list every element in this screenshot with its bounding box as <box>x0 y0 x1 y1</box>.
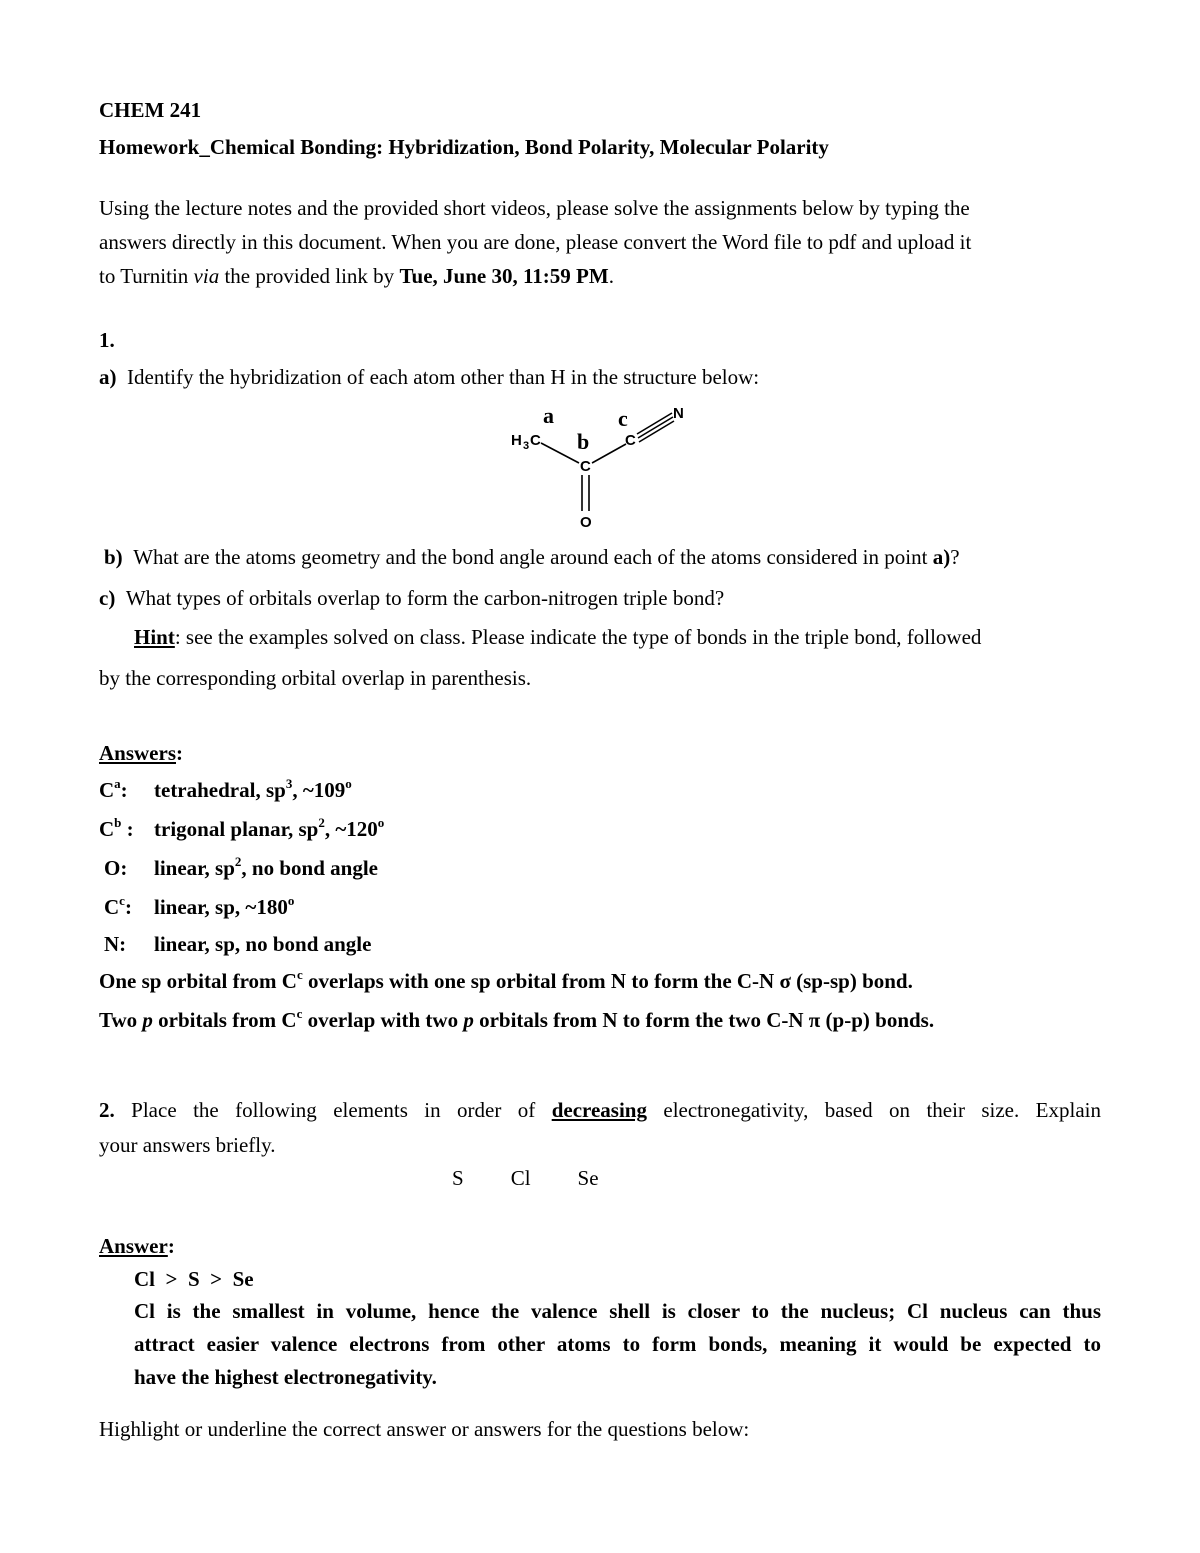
q2-number: 2. <box>99 1098 115 1122</box>
answer2-line-2: attract easier valence electrons from other atoms to form bonds, meaning it would be expected to <box>134 1332 1101 1356</box>
triple-bond-3 <box>639 421 674 442</box>
answers-heading-colon: : <box>176 741 183 765</box>
nitrile-carbon: C <box>625 432 636 449</box>
h3c-c: C <box>530 432 541 449</box>
atom-cell <box>99 817 154 842</box>
pi-sup: c <box>296 1006 303 1021</box>
pi-p-1: p <box>142 1008 153 1032</box>
hint <box>134 625 981 650</box>
atom-sep: : <box>120 778 128 802</box>
pi-text-4: orbitals from N to form the two C-N π (p-p) bonds. <box>473 1008 935 1032</box>
degree-sup: o <box>377 815 385 830</box>
atom-sep: : <box>119 932 127 956</box>
q1b-label: b) <box>104 545 123 569</box>
answer-sup: 2 <box>318 815 325 830</box>
label-c: c <box>618 406 628 431</box>
hint-label: Hint <box>134 625 175 649</box>
answer-row-cc <box>104 895 294 920</box>
answer-text: tetrahedral, sp <box>154 778 286 802</box>
instruction: Highlight or underline the correct answer or answers for the questions below: <box>99 1417 750 1441</box>
nitrogen-atom: N <box>673 405 684 422</box>
hint-text: : see the examples solved on class. Please indicate the type of bonds in the triple bond, followed <box>174 625 982 649</box>
answer-row-o <box>104 856 378 881</box>
q2-text-2: electronegativity, based on their size. Explain <box>646 1098 1101 1122</box>
atom-symbol: N <box>104 932 120 956</box>
q1b-qmark: ? <box>950 545 960 569</box>
q2-line-1 <box>99 1098 1101 1123</box>
q1c-label: c) <box>99 586 116 610</box>
answers-heading-text: Answers <box>99 741 176 765</box>
pi-p-2: p <box>463 1008 474 1032</box>
bond-c-c <box>592 444 626 463</box>
answer2-heading <box>99 1234 175 1259</box>
label-b: b <box>577 429 590 454</box>
atom-sup: a <box>114 776 121 791</box>
answer2-line-1: Cl is the smallest in volume, hence the valence shell is closer to the nucleus; Cl nucleus can thus <box>134 1299 1101 1323</box>
intro-text-2: the provided link by <box>219 264 400 288</box>
element-cl: Cl <box>510 1166 531 1190</box>
answer2-order: Cl > S > Se <box>134 1267 254 1291</box>
q1a-label: a) <box>99 365 117 389</box>
molecule-structure <box>505 403 705 531</box>
q1a-text: Identify the hybridization of each atom other than H in the structure below: <box>127 365 760 389</box>
answer-sup: 3 <box>285 776 293 791</box>
answer-sup: 2 <box>234 854 242 869</box>
answer-text: linear, sp <box>154 856 235 880</box>
hint-line-2: by the corresponding orbital overlap in parenthesis. <box>99 666 532 690</box>
answer-row-n <box>104 932 371 957</box>
answer-text-2: , ~120 <box>324 817 378 841</box>
intro-line-3 <box>99 264 614 289</box>
element-se: Se <box>577 1166 599 1190</box>
element-list <box>452 1166 646 1191</box>
q2-text-1: Place the following elements in order of <box>114 1098 552 1122</box>
q1b <box>104 545 960 570</box>
atom-sep: : <box>124 895 132 919</box>
degree-sup: o <box>287 893 295 908</box>
pi-text-2: orbitals from C <box>152 1008 297 1032</box>
answer-row-cb <box>99 817 384 842</box>
answer2-line-3: have the highest electronegativity. <box>134 1365 437 1389</box>
q1a <box>99 365 759 390</box>
answer-text-2: , no bond angle <box>241 856 378 880</box>
q1-number: 1. <box>99 328 115 352</box>
answer-text: trigonal planar, sp <box>154 817 319 841</box>
q2-line-2: your answers briefly. <box>99 1133 276 1157</box>
q1b-text: What are the atoms geometry and the bond angle around each of the atoms considered in point <box>133 545 933 569</box>
sigma-text-2: overlaps with one sp orbital from N to form the C-N σ (sp-sp) bond. <box>302 969 913 993</box>
atom-cell <box>99 778 154 803</box>
atom-sep: : <box>120 856 128 880</box>
intro-via: via <box>193 264 220 288</box>
h3c-h: H <box>511 432 522 449</box>
answer2-heading-colon: : <box>167 1234 175 1258</box>
element-s: S <box>452 1166 464 1190</box>
answers-heading <box>99 741 183 766</box>
atom-symbol: C <box>99 817 115 841</box>
intro-line-2: answers directly in this document. When you are done, please convert the Word file to pdf and upload it <box>99 230 972 254</box>
pi-bond-answer <box>99 1008 934 1033</box>
degree-sup: o <box>345 776 352 791</box>
atom-sep: : <box>121 817 134 841</box>
atom-symbol: C <box>99 778 115 802</box>
atom-cell <box>104 895 154 920</box>
course-code: CHEM 241 <box>99 98 202 122</box>
pi-text-3: overlap with two <box>302 1008 464 1032</box>
answer-row-ca <box>99 778 352 803</box>
atom-symbol: C <box>104 895 120 919</box>
h3c-subscript: 3 <box>523 440 530 452</box>
answer2-heading-text: Answer <box>99 1234 168 1258</box>
page-title: Homework_Chemical Bonding: Hybridization, Bond Polarity, Molecular Polarity <box>99 135 829 159</box>
carbonyl-carbon: C <box>580 458 591 475</box>
label-a: a <box>543 403 554 428</box>
answer-text-2: , ~109 <box>292 778 346 802</box>
intro-text: to Turnitin <box>99 264 194 288</box>
intro-period: . <box>608 264 614 288</box>
atom-cell <box>104 932 154 957</box>
sigma-bond-answer <box>99 969 913 994</box>
atom-sup: b <box>114 815 122 830</box>
pi-text-1: Two <box>99 1008 143 1032</box>
sigma-sup: c <box>296 967 303 982</box>
q2-keyword: decreasing <box>551 1098 647 1122</box>
atom-cell <box>104 856 154 881</box>
deadline: Tue, June 30, 11:59 PM <box>399 264 609 288</box>
sigma-text-1: One sp orbital from C <box>99 969 297 993</box>
answer-text: linear, sp, ~180 <box>154 895 288 919</box>
q1c-text: What types of orbitals overlap to form the carbon-nitrogen triple bond? <box>125 586 725 610</box>
atom-sup: c <box>119 893 125 908</box>
atom-symbol: O <box>104 856 121 880</box>
triple-bond-1 <box>638 417 673 438</box>
bond-ch3-c <box>541 443 579 463</box>
q1b-point: a) <box>932 545 951 569</box>
answer-text: linear, sp, no bond angle <box>154 932 372 956</box>
triple-bond-2 <box>637 413 672 434</box>
q1c <box>99 586 724 611</box>
intro-line-1: Using the lecture notes and the provided short videos, please solve the assignments below by typing the <box>99 196 970 220</box>
oxygen-atom: O <box>580 514 592 531</box>
